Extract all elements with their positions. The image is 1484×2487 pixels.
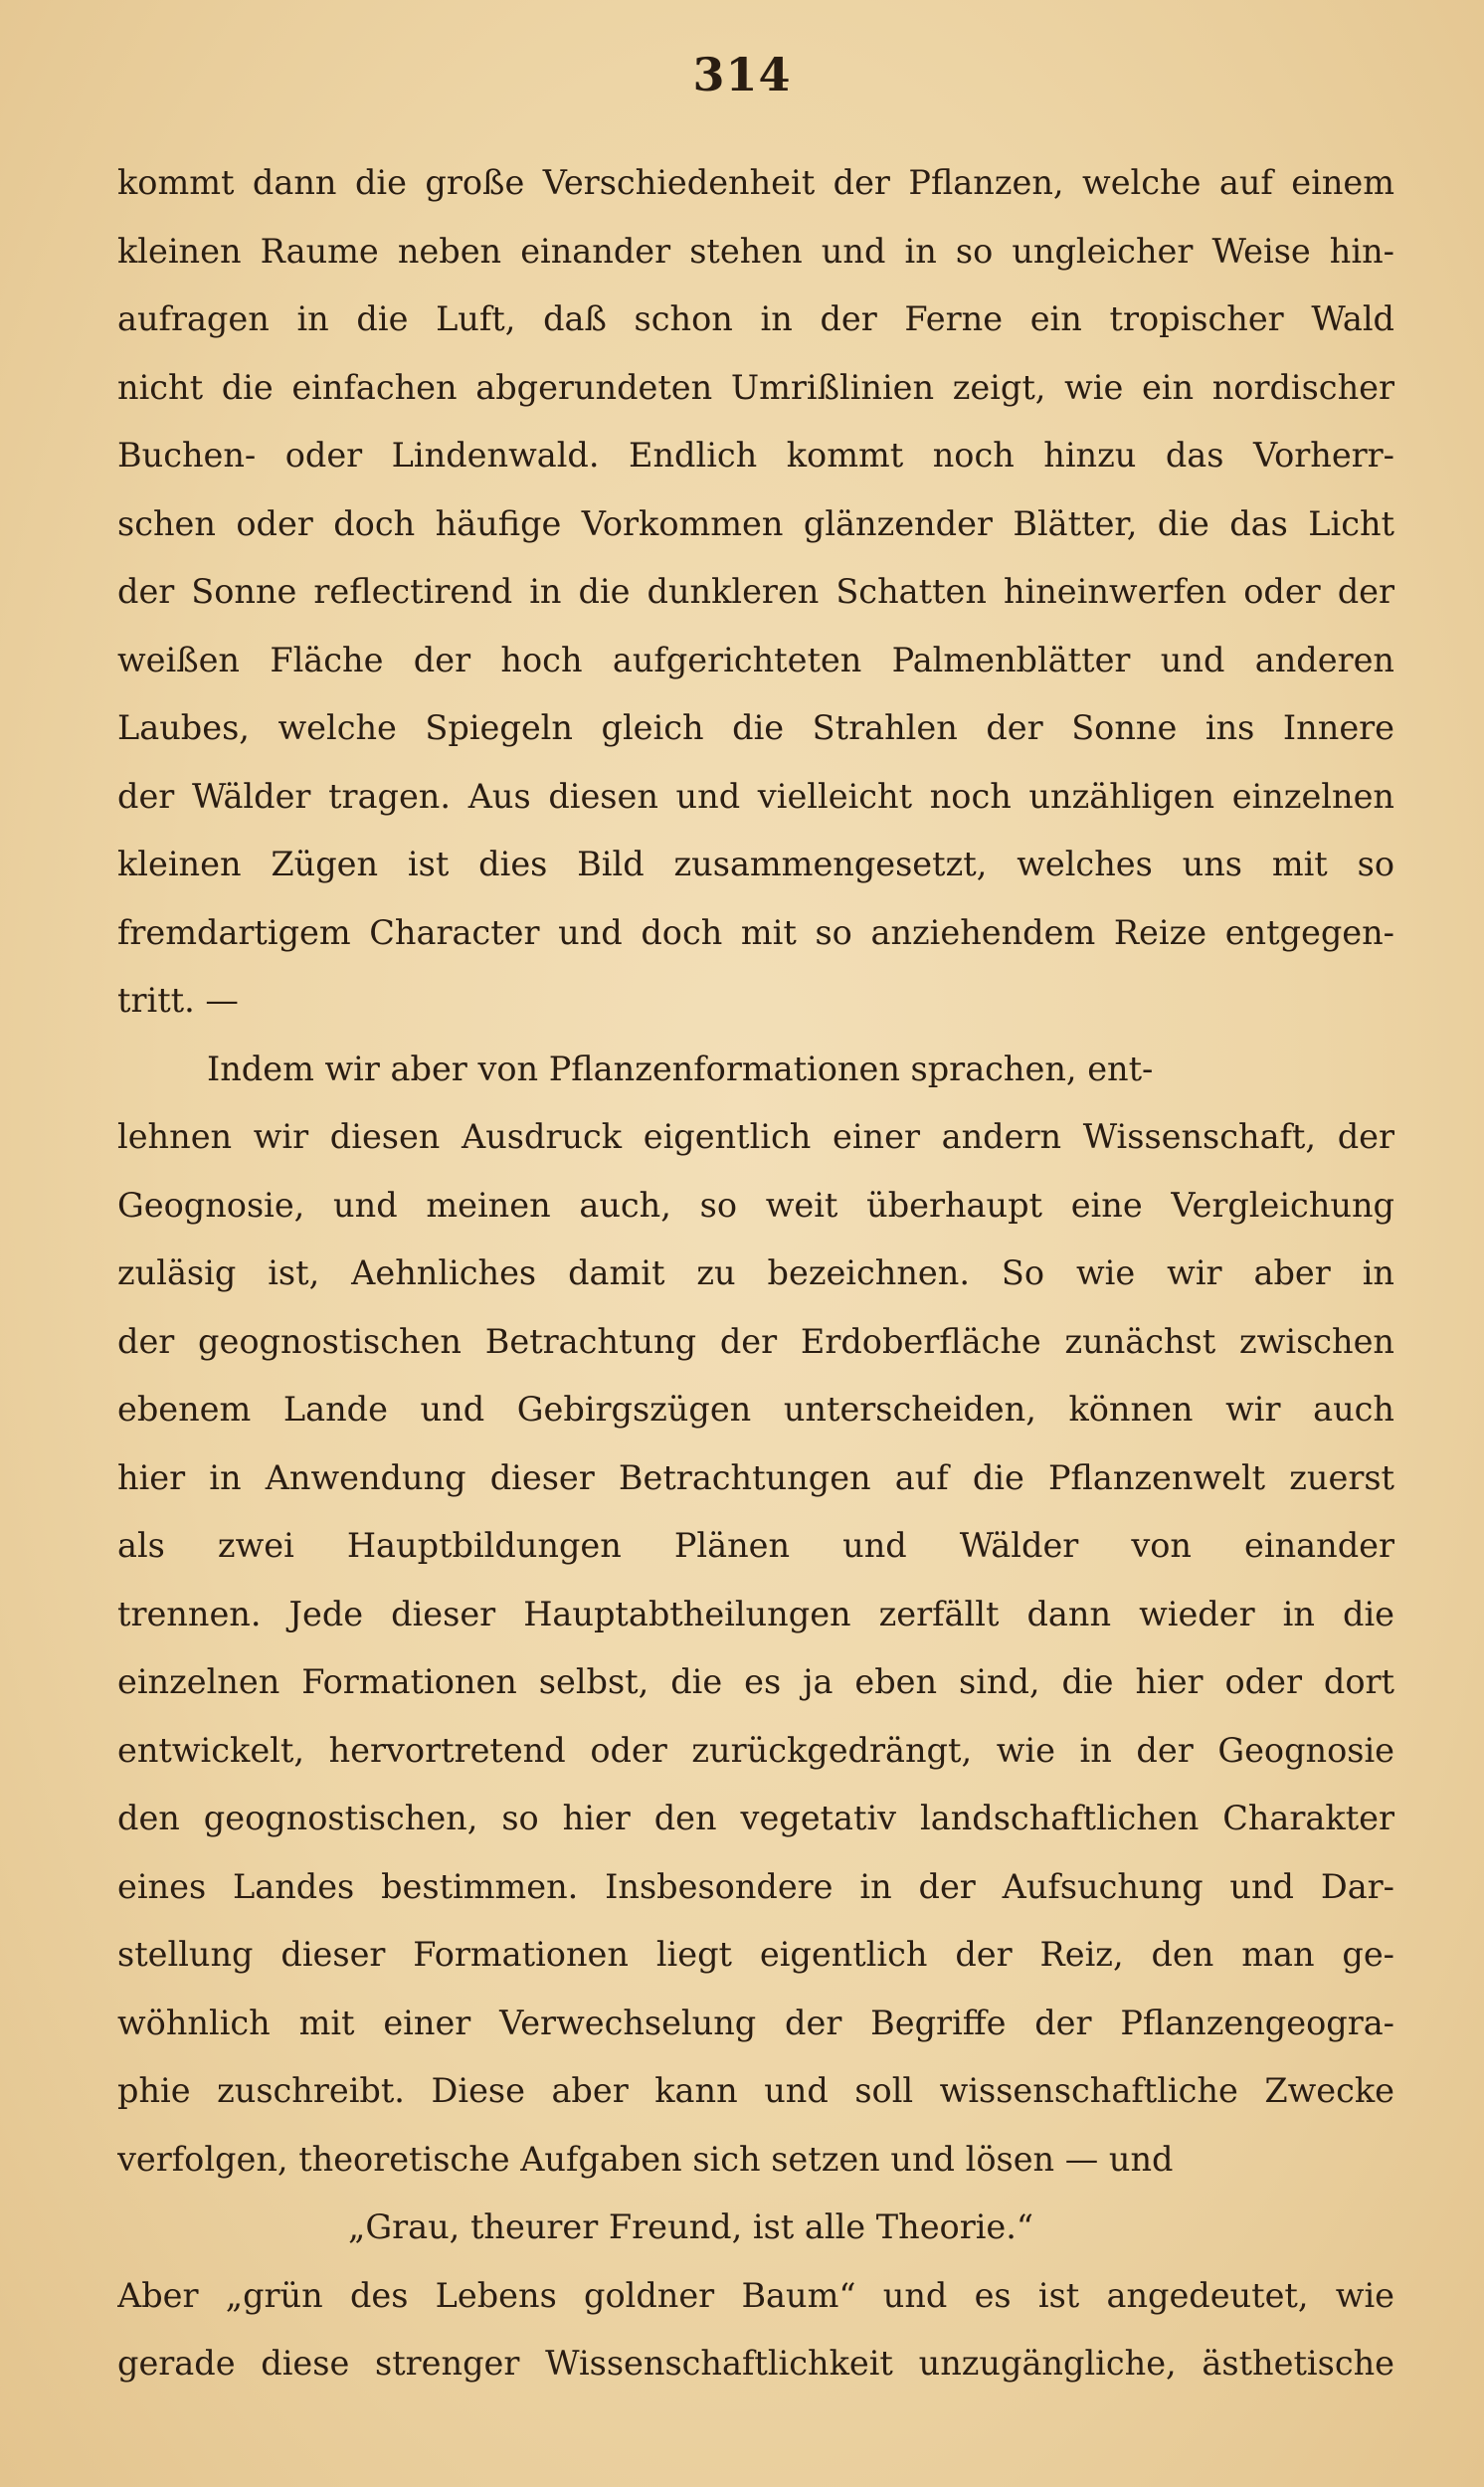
body-text bbox=[117, 149, 1394, 2398]
text-line: schen oder doch häufige Vorkommen glänzender Blätter, die das Licht bbox=[117, 503, 1394, 543]
text-line: tritt. — bbox=[117, 981, 239, 1020]
text-line: weißen Fläche der hoch aufgerichteten Palmenblätter und anderen bbox=[117, 640, 1394, 679]
text-line: gerade diese strenger Wissenschaftlichkeit unzugängliche, ästhetische bbox=[117, 2344, 1394, 2383]
text-line: trennen. Jede dieser Hauptabtheilungen zerfällt dann wieder in die bbox=[117, 1594, 1394, 1633]
text-line: kleinen Raume neben einander stehen und in so ungleicher Weise hin- bbox=[117, 231, 1394, 271]
text-line: „Grau, theurer Freund, ist alle Theorie.“ bbox=[348, 2207, 1034, 2246]
text-line: entwickelt, hervortretend oder zurückgedrängt, wie in der Geognosie bbox=[117, 1730, 1394, 1770]
text-line: stellung dieser Formationen liegt eigentlich der Reiz, den man ge- bbox=[117, 1935, 1394, 1974]
text-line: lehnen wir diesen Ausdruck eigentlich einer andern Wissenschaft, der bbox=[117, 1117, 1394, 1156]
text-line: wöhnlich mit einer Verwechselung der Begriffe der Pflanzengeogra- bbox=[117, 2003, 1394, 2042]
text-line: der geognostischen Betrachtung der Erdoberfläche zunächst zwischen bbox=[117, 1321, 1394, 1361]
text-line: den geognostischen, so hier den vegetativ landschaftlichen Charakter bbox=[117, 1799, 1394, 1837]
text-line: fremdartigem Character und doch mit so anziehendem Reize entgegen- bbox=[117, 912, 1394, 952]
text-line: der Wälder tragen. Aus diesen und vielleicht noch unzähligen einzelnen bbox=[117, 776, 1394, 816]
text-line: verfolgen, theoretische Aufgaben sich setzen und lösen — und bbox=[117, 2139, 1174, 2179]
text-line: Geognosie, und meinen auch, so weit überhaupt eine Vergleichung bbox=[117, 1185, 1394, 1225]
text-line: der Sonne reflectirend in die dunkleren Schatten hineinwerfen oder der bbox=[117, 572, 1394, 611]
text-line: Buchen- oder Lindenwald. Endlich kommt noch hinzu das Vorherr- bbox=[117, 436, 1394, 475]
text-line: Aber „grün des Lebens goldner Baum“ und es ist angedeutet, wie bbox=[117, 2275, 1394, 2315]
text-line: einzelnen Formationen selbst, die es ja eben sind, die hier oder dort bbox=[117, 1662, 1394, 1701]
text-line: kommt dann die große Verschiedenheit der Pflanzen, welche auf einem bbox=[117, 163, 1394, 202]
text-line: zuläsig ist, Aehnliches damit zu bezeichnen. So wie wir aber in bbox=[117, 1253, 1394, 1292]
text-line: eines Landes bestimmen. Insbesondere in der Aufsuchung und Dar- bbox=[117, 1866, 1394, 1906]
text-line: nicht die einfachen abgerundeten Umrißlinien zeigt, wie ein nordischer bbox=[117, 367, 1394, 407]
text-line: als zwei Hauptbildungen Plänen und Wälder von einander bbox=[117, 1526, 1394, 1565]
page-number: 314 bbox=[692, 48, 792, 101]
text-line: phie zuschreibt. Diese aber kann und soll wissenschaftliche Zwecke bbox=[117, 2071, 1394, 2110]
text-line: hier in Anwendung dieser Betrachtungen auf die Pflanzenwelt zuerst bbox=[117, 1457, 1394, 1497]
text-line: Laubes, welche Spiegeln gleich die Strahlen der Sonne ins Innere bbox=[117, 708, 1394, 747]
text-line: kleinen Zügen ist dies Bild zusammengesetzt, welches uns mit so bbox=[117, 845, 1394, 883]
text-line: Indem wir aber von Pflanzenformationen sprachen, ent- bbox=[207, 1049, 1154, 1088]
text-line: ebenem Lande und Gebirgszügen unterscheiden, können wir auch bbox=[117, 1390, 1394, 1429]
text-line: aufragen in die Luft, daß schon in der Ferne ein tropischer Wald bbox=[117, 299, 1394, 338]
